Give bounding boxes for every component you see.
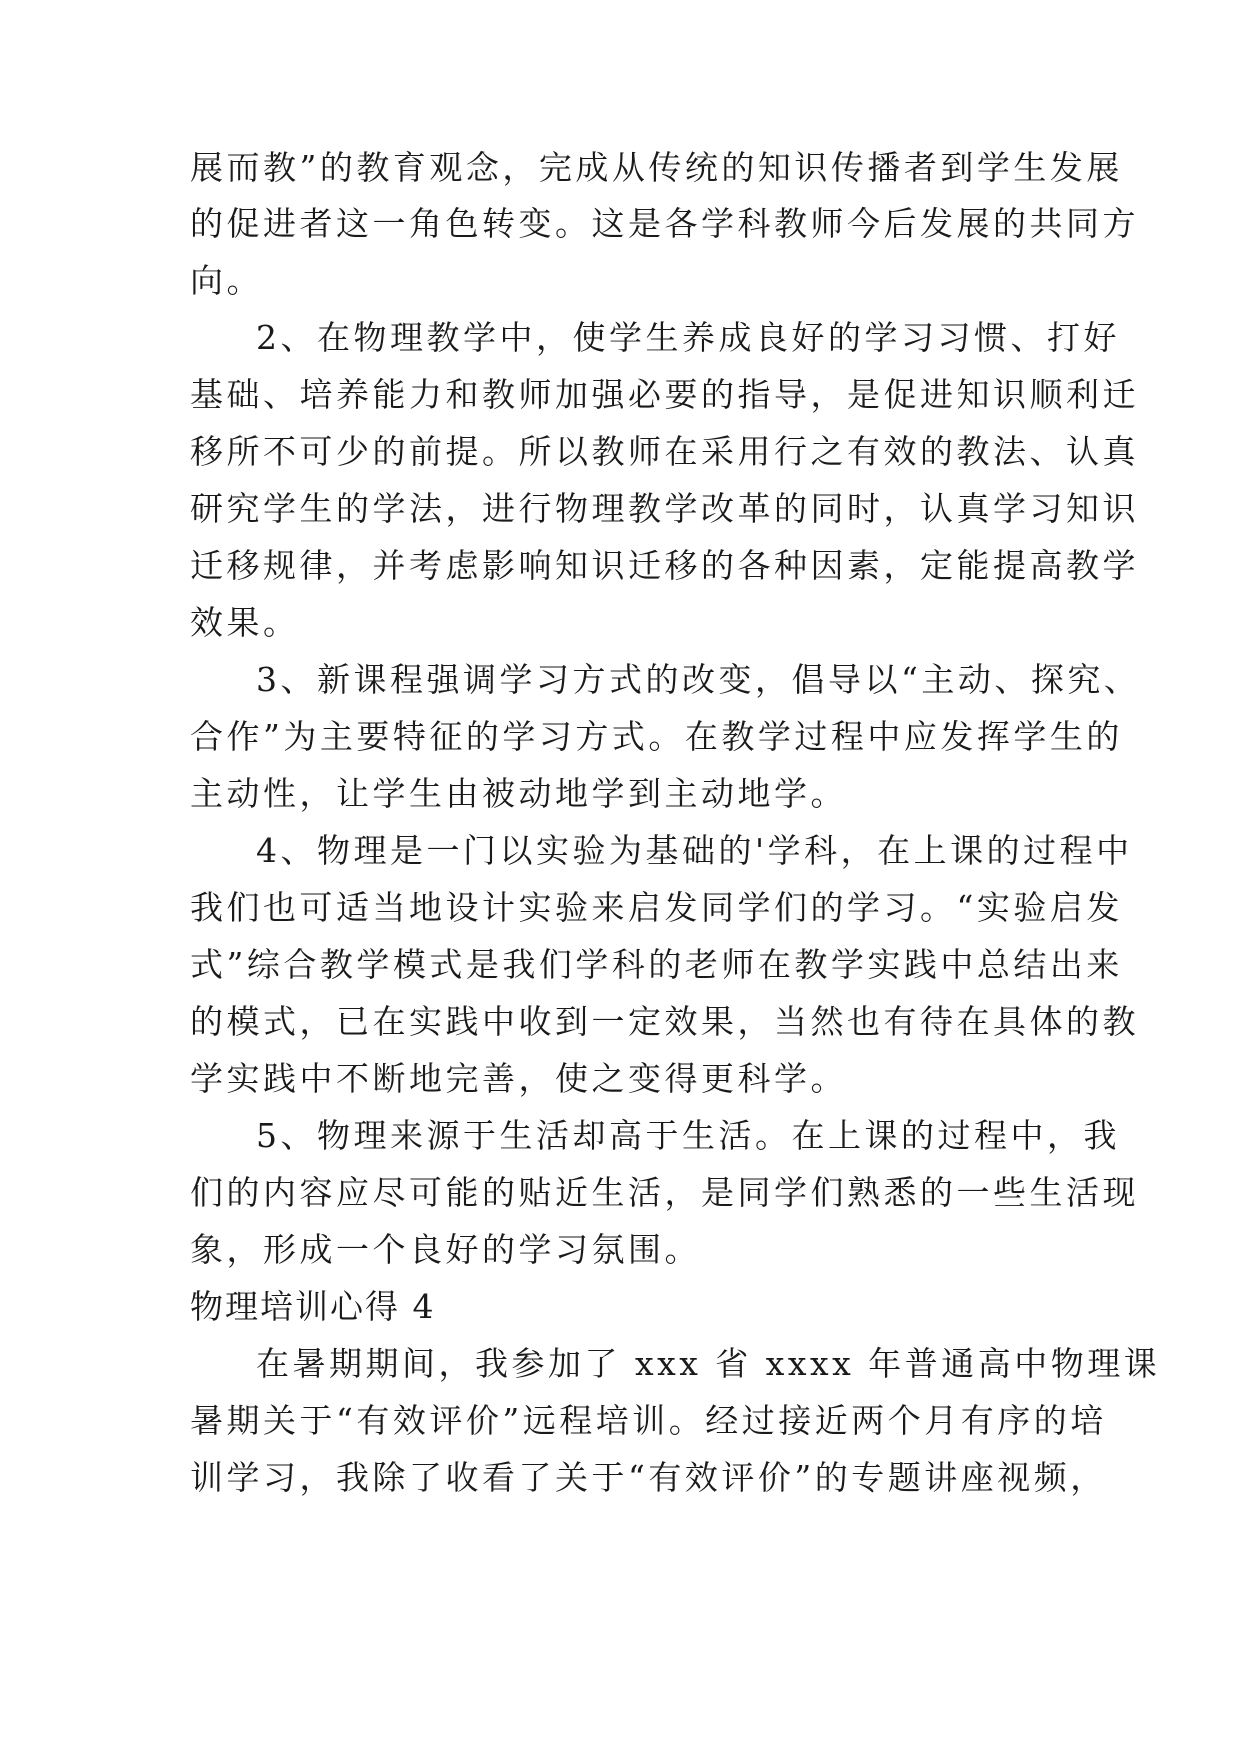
body-text-line: 移所不可少的前提。所以教师在采用行之有效的教法、认真: [190, 432, 1139, 471]
paragraph-first-line: 3、新课程强调学习方式的改变，倡导以“主动、探究、: [256, 660, 1141, 699]
section-heading: 物理培训心得 4: [190, 1287, 436, 1326]
body-text-line: 暑期关于“有效评价”远程培训。经过接近两个月有序的培: [190, 1401, 1107, 1440]
body-text-line: 的模式，已在实践中收到一定效果，当然也有待在具体的教: [190, 1002, 1139, 1041]
body-text-line: 主动性，让学生由被动地学到主动地学。: [190, 774, 847, 813]
body-text-line: 合作”为主要特征的学习方式。在教学过程中应发挥学生的: [190, 717, 1123, 756]
body-text-line: 迁移规律，并考虑影响知识迁移的各种因素，定能提高教学: [190, 546, 1139, 585]
paragraph-first-line: 4、物理是一门以实验为基础的'学科，在上课的过程中: [256, 831, 1133, 870]
body-text-line: 基础、培养能力和教师加强必要的指导，是促进知识顺利迁: [190, 375, 1139, 414]
body-text-line: 我们也可适当地设计实验来启发同学们的学习。“实验启发: [190, 888, 1123, 927]
body-text-line: 展而教”的教育观念，完成从传统的知识传播者到学生发展: [190, 148, 1123, 187]
paragraph-first-line: 2、在物理教学中，使学生养成良好的学习习惯、打好: [256, 318, 1120, 357]
body-text-line: 训学习，我除了收看了关于“有效评价”的专题讲座视频，: [190, 1458, 1107, 1497]
paragraph-first-line: 5、物理来源于生活却高于生活。在上课的过程中，我: [256, 1116, 1120, 1155]
paragraph-first-line: 在暑期期间，我参加了 xxx 省 xxxx 年普通高中物理课: [256, 1344, 1161, 1383]
body-text-line: 向。: [190, 261, 263, 300]
body-text-line: 研究学生的学法，进行物理教学改革的同时，认真学习知识: [190, 489, 1139, 528]
body-text-line: 式”综合教学模式是我们学科的老师在教学实践中总结出来: [190, 945, 1123, 984]
body-text-line: 学实践中不断地完善，使之变得更科学。: [190, 1059, 847, 1098]
body-text-line: 效果。: [190, 603, 300, 642]
body-text-line: 象，形成一个良好的学习氛围。: [190, 1230, 701, 1269]
body-text-line: 的促进者这一角色转变。这是各学科教师今后发展的共同方: [190, 204, 1139, 243]
body-text-line: 们的内容应尽可能的贴近生活，是同学们熟悉的一些生活现: [190, 1173, 1139, 1212]
